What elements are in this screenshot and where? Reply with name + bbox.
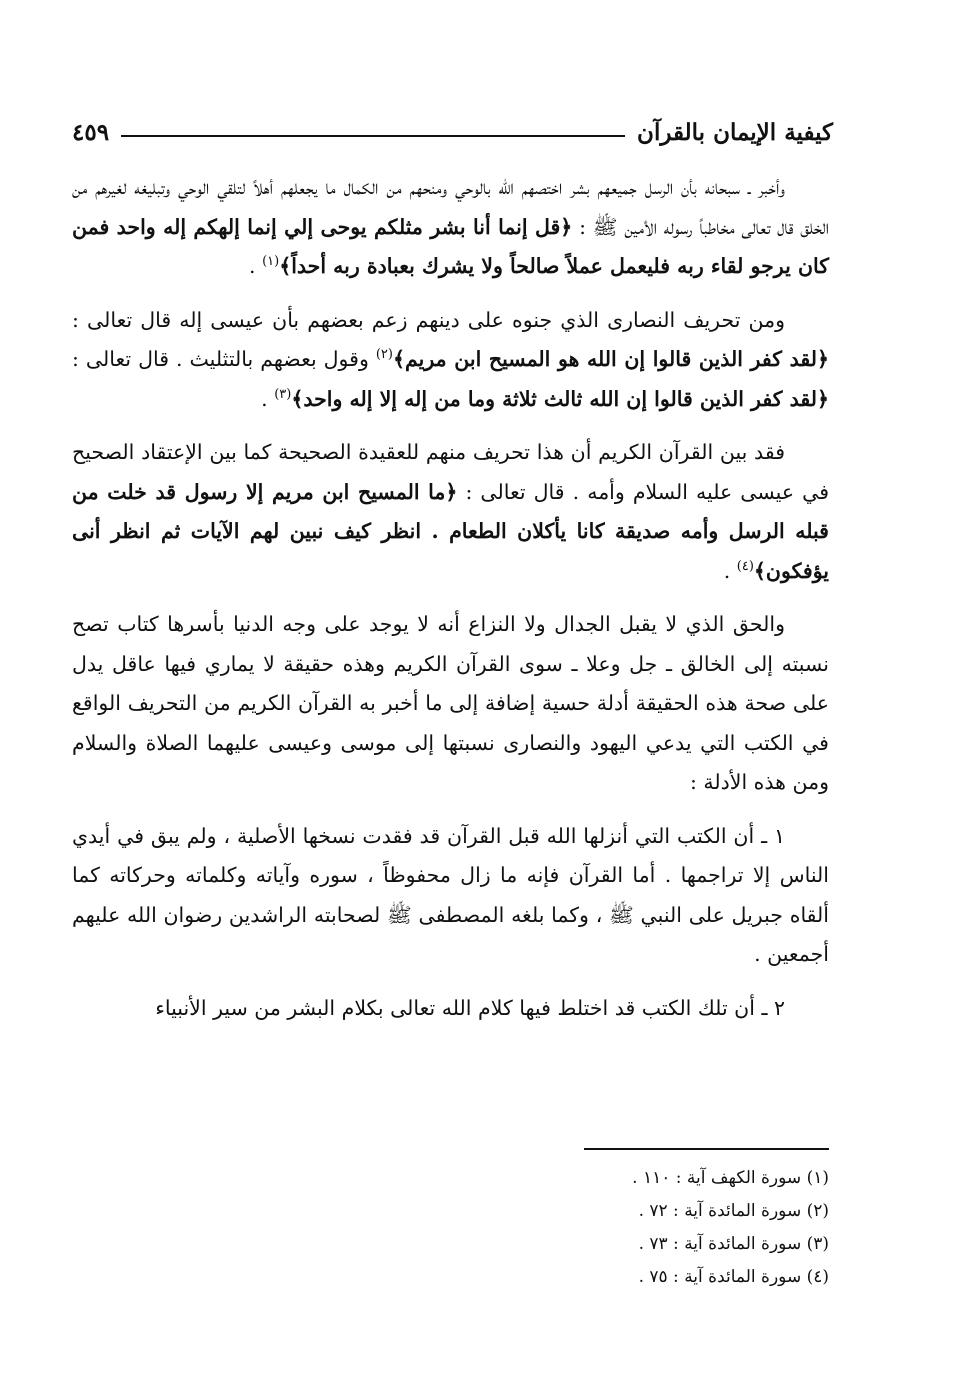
paragraph-text: .: [723, 558, 737, 583]
footnote-ref: (٢): [375, 347, 393, 363]
footnote-2: (٢) سورة المائدة آية : ٧٢ .: [638, 1201, 829, 1221]
running-header: [72, 112, 833, 152]
footnote-3: (٣) سورة المائدة آية : ٧٣ .: [638, 1234, 829, 1254]
paragraph-1: [72, 168, 829, 287]
paragraph-text: .: [249, 254, 263, 278]
footnote-ref: (٣): [274, 386, 292, 402]
paragraph-3: [72, 433, 829, 591]
header-rule: [121, 135, 625, 137]
footnotes: [300, 1162, 829, 1294]
footnote-separator: [584, 1148, 829, 1150]
quran-quote: ﴿لقد كفر الذين قالوا إن الله ثالث ثلاثة وما من إله إلا إله واحد﴾: [291, 386, 829, 411]
paragraph-4: والحق الذي لا يقبل الجدال ولا النزاع أنه لا يوجد على وجه الدنيا بأسرها كتاب تصح نسبته إلى الخالق ـ جل وعلا ـ سوى القرآن الكريم وهذه حقيقة لا يماري فيها عاقل يدل على صحة هذه الحقيقة أدلة حسية إضافة إلى ما أخبر به القرآن الكريم من التحريف الواقع في الكتب التي يدعي اليهود والنصارى نسبتها إلى موسى وعيسى عليهما الصلاة والسلام ومن هذه الأدلة :: [72, 612, 829, 794]
paragraph-text: وقول بعضهم بالتثليث . قال تعالى :: [72, 347, 376, 371]
footnote-ref: (١): [262, 254, 280, 270]
paragraph-text: وأخبر ـ سبحانه بأن الرسل جميعهم بشر اختصهم الله بالوحي ومنحهم من الكمال ما يجعلهم أهلاً لتلقي الوحي وتبليغه لغيرهم من الخلق قال تعالى مخاطباً رسوله الأمين ﷺ :: [72, 175, 829, 239]
quran-quote: ﴿قل إنما أنا بشر مثلكم يوحى إلي إنما إلهكم إله واحد فمن كان يرجو لقاء ربه فليعمل عملاً صالحاً ولا يشرك بعبادة ربه أحداً﴾: [72, 214, 829, 278]
quran-quote: ﴿ما المسيح ابن مريم إلا رسول قد خلت من قبله الرسل وأمه صديقة كانا يأكلان الطعام . انظر كيف نبين لهم الآيات ثم انظر أنى يؤفكون﴾: [72, 479, 829, 583]
paragraph-5: ١ ـ أن الكتب التي أنزلها الله قبل القرآن قد فقدت نسخها الأصلية ، ولم يبق في أيدي الناس إلا تراجمها . أما القرآن فإنه ما زال محفوظاً ، سوره وآياته وكلماته وحركاته كما ألقاه جبريل على النبي ﷺ ، وكما بلغه المصطفى ﷺ لصحابته الراشدين رضوان الله عليهم أجمعين .: [72, 823, 829, 966]
page-number: ٤٥٩: [72, 118, 110, 146]
chapter-title: كيفية الإيمان بالقرآن: [637, 118, 833, 146]
paragraph-text: فقد بين القرآن الكريم أن هذا تحريف منهم للعقيدة الصحيحة كما بين الإعتقاد الصحيح في عيسى عليه السلام وأمه . قال تعالى :: [72, 440, 829, 504]
paragraph-text: .: [261, 386, 275, 411]
quran-quote: ﴿لقد كفر الذين قالوا إن الله هو المسيح ابن مريم﴾: [392, 347, 829, 371]
main-text: [72, 168, 829, 1038]
paragraph-6: ٢ ـ أن تلك الكتب قد اختلط فيها كلام الله تعالى بكلام البشر من سير الأنبياء: [155, 995, 785, 1020]
paragraph-text: ومن تحريف النصارى الذي جنوه على دينهم زعم بعضهم بأن عيسى إله قال تعالى :: [72, 307, 785, 332]
paragraph-2: [72, 301, 829, 420]
footnote-1: (١) سورة الكهف آية : ١١٠ .: [632, 1168, 829, 1188]
footnote-ref: (٤): [736, 558, 754, 574]
footnote-4: (٤) سورة المائدة آية : ٧٥ .: [638, 1267, 829, 1287]
